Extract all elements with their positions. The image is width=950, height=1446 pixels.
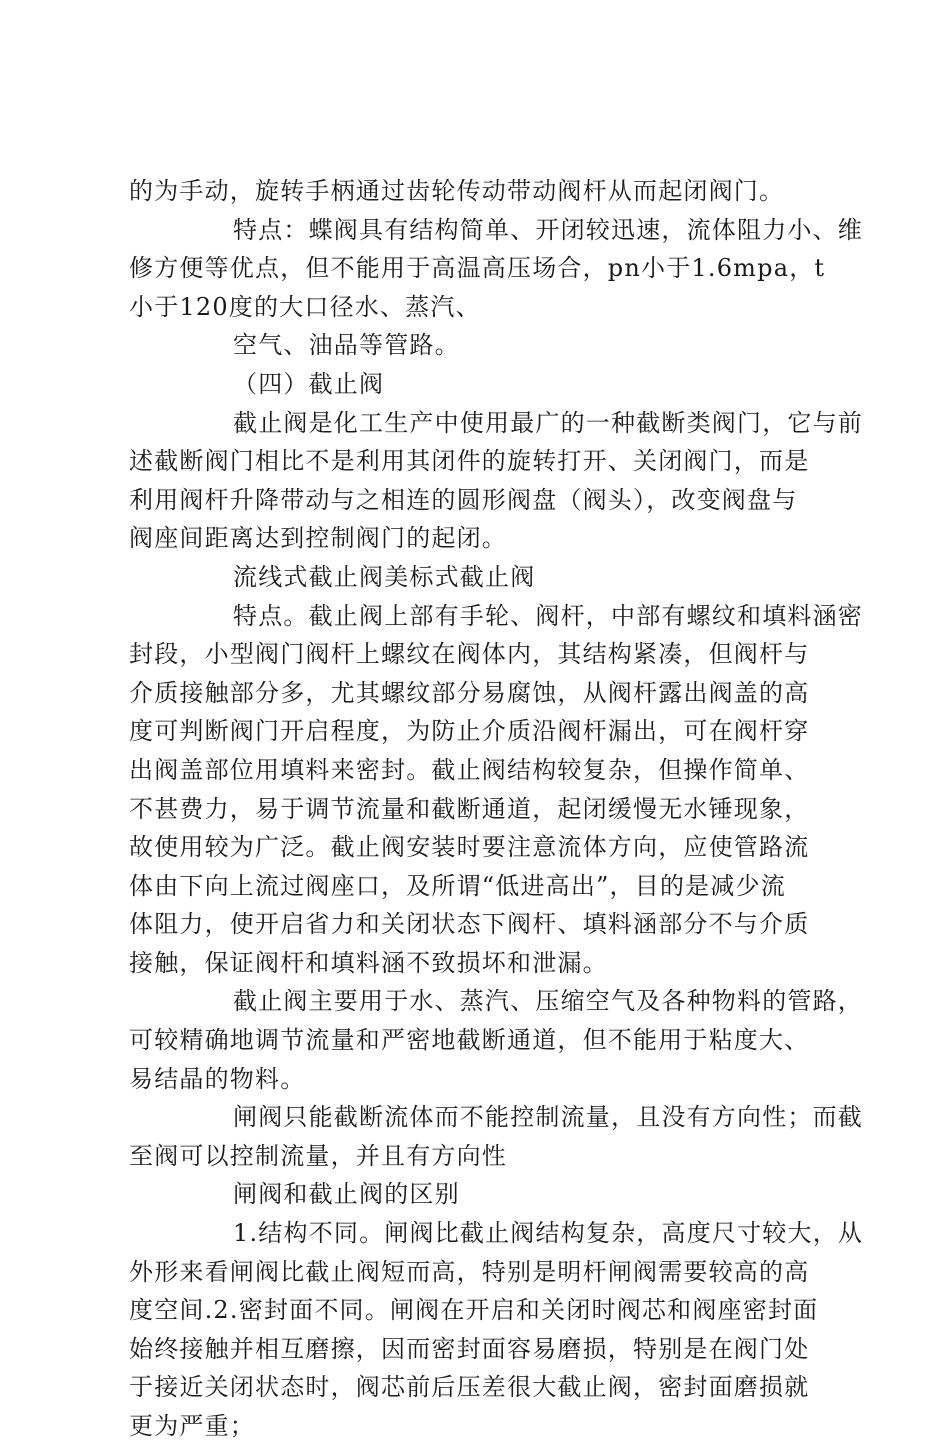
text-line: 修方便等优点，但不能用于高温高压场合，pn小于1.6mpa，t xyxy=(129,254,826,283)
text-line: 接触，保证阀杆和填料涵不致损坏和泄漏。 xyxy=(129,948,608,977)
text-line: 特点：蝶阀具有结构简单、开闭较迅速，流体阻力小、维 xyxy=(233,215,863,244)
paragraph-p3 xyxy=(129,326,835,365)
document-body xyxy=(129,172,864,1446)
text-line: 小于120度的大口径水、蒸汽、 xyxy=(129,292,481,321)
text-line: 流线式截止阀美标式截止阀 xyxy=(233,562,536,591)
text-line: 更为严重； xyxy=(129,1412,255,1440)
text-line: 闸阀和截止阀的区别 xyxy=(233,1180,460,1209)
text-line: 1.结构不同。闸阀比截止阀结构复杂，高度尺寸较大，从 xyxy=(233,1219,864,1248)
paragraph-p2 xyxy=(129,211,863,327)
paragraph-p11 xyxy=(129,1214,864,1446)
text-line: 阀座间距离达到控制阀门的起闭。 xyxy=(129,524,507,553)
text-line: 度可判断阀门开启程度，为防止介质沿阀杆漏出，可在阀杆穿 xyxy=(129,717,810,746)
text-line: 利用阀杆升降带动与之相连的圆形阀盘（阀头），改变阀盘与 xyxy=(129,485,798,514)
paragraph-p7 xyxy=(129,597,863,983)
paragraph-p9 xyxy=(129,1098,863,1175)
text-line: 出阀盖部位用填料来密封。截止阀结构较复杂，但操作简单、 xyxy=(129,755,810,784)
text-line: 述截断阀门相比不是利用其闭件的旋转打开、关闭阀门，而是 xyxy=(129,447,810,476)
text-line: 特点。截止阀上部有手轮、阀杆，中部有螺纹和填料涵密 xyxy=(233,601,863,630)
text-line: 体阻力，使开启省力和关闭状态下阀杆、填料涵部分不与介质 xyxy=(129,910,810,939)
paragraph-p10 xyxy=(129,1175,835,1214)
text-line: （四）截止阀 xyxy=(233,369,385,398)
text-line: 介质接触部分多，尤其螺纹部分易腐蚀，从阀杆露出阀盖的高 xyxy=(129,678,810,707)
text-line: 于接近关闭状态时，阀芯前后压差很大截止阀，密封面磨损就 xyxy=(129,1373,810,1402)
text-line: 外形来看闸阀比截止阀短而高，特别是明杆闸阀需要较高的高 xyxy=(129,1257,810,1286)
text-line: 体由下向上流过阀座口，及所谓“低进高出”，目的是减少流 xyxy=(129,871,786,900)
text-line: 故使用较为广泛。截止阀安装时要注意流体方向，应使管路流 xyxy=(129,833,810,862)
paragraph-p5 xyxy=(129,404,863,558)
text-line: 至阀可以控制流量，并且有方向性 xyxy=(129,1141,507,1170)
text-line: 的为手动，旋转手柄通过齿轮传动带动阀杆从而起闭阀门。 xyxy=(129,177,785,205)
paragraph-p4 xyxy=(129,365,835,404)
text-line: 封段，小型阀门阀杆上螺纹在阀体内，其结构紧凑，但阀杆与 xyxy=(129,640,810,669)
text-line: 不甚费力，易于调节流量和截断通道，起闭缓慢无水锤现象， xyxy=(129,794,810,823)
text-line: 空气、油品等管路。 xyxy=(233,331,460,360)
text-line: 闸阀只能截断流体而不能控制流量，且没有方向性；而截 xyxy=(233,1103,863,1132)
text-line: 可较精确地调节流量和严密地截断通道，但不能用于粘度大、 xyxy=(129,1026,810,1055)
text-line: 始终接触并相互磨擦，因而密封面容易磨损，特别是在阀门处 xyxy=(129,1334,810,1363)
paragraph-p8 xyxy=(129,982,863,1098)
text-line: 易结晶的物料。 xyxy=(129,1064,306,1093)
paragraph-p6 xyxy=(129,558,835,597)
paragraph-p1 xyxy=(129,172,835,211)
text-line: 截止阀主要用于水、蒸汽、压缩空气及各种物料的管路， xyxy=(233,987,863,1016)
text-line: 截止阀是化工生产中使用最广的一种截断类阀门，它与前 xyxy=(233,408,863,437)
text-line: 度空间.2.密封面不同。闸阀在开启和关闭时阀芯和阀座密封面 xyxy=(129,1296,819,1325)
